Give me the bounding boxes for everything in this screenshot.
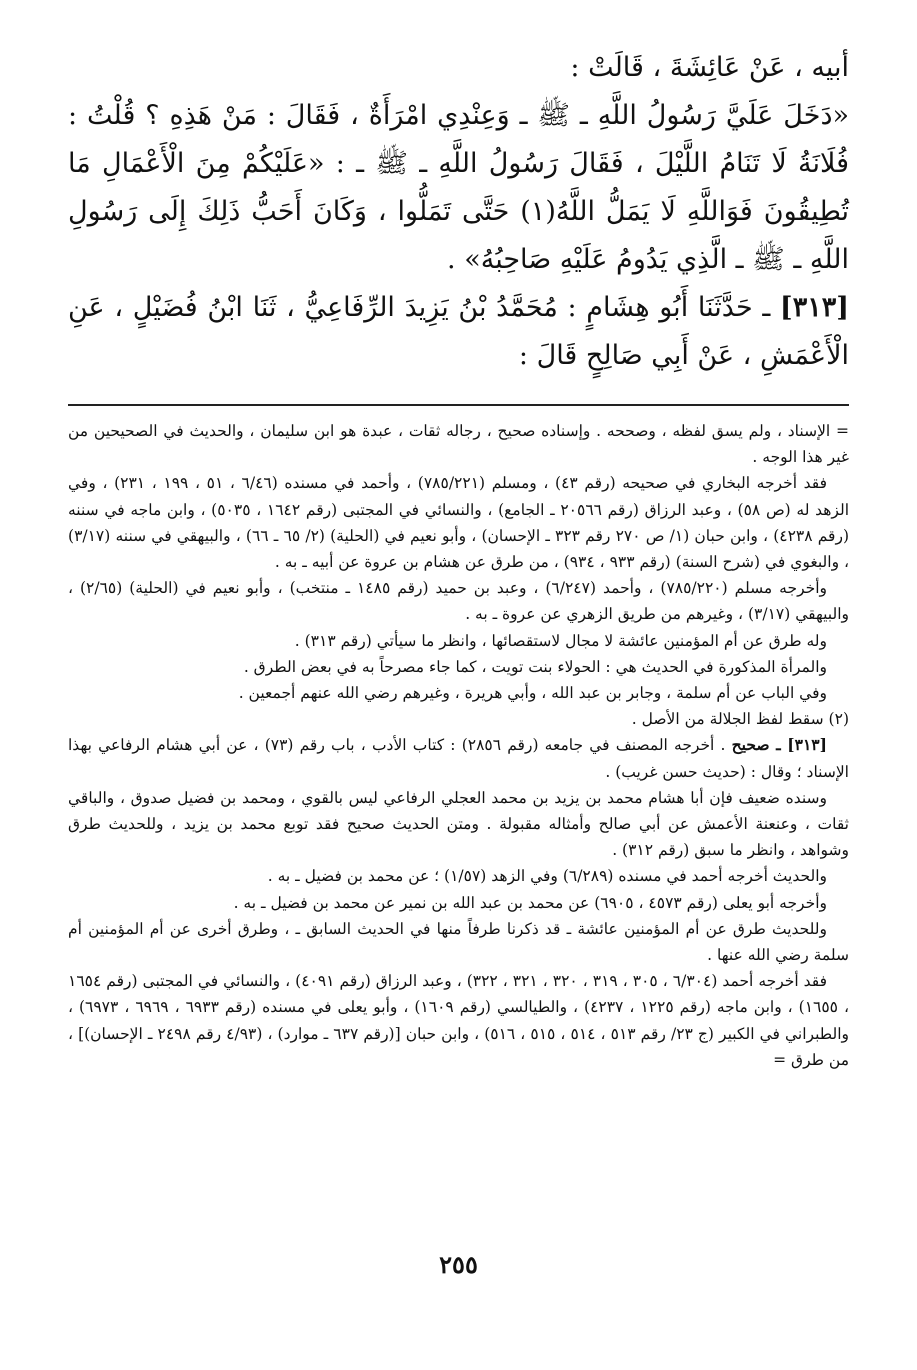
note-paragraph: فقد أخرجه البخاري في صحيحه (رقم ٤٣) ، ومسلم (٧٨٥/٢٢١) ، وأحمد في مسنده (٦/٤٦ ، ٥١ ، ١٩٩ ، ٢٣١) ، وفي الزهد له (ص ٥٨) ، وعبد الرزاق (رقم ٢٠٥٦٦ ـ الجامع) ، والنسائي في المجتبى (رقم ١٦٤٢ ، ٥٠٣٥) ، وابن ماجه في سننه (رقم ٤٢٣٨) ، وابن حبان (١/ ص ٢٧٠ رقم ٣٢٣ ـ الإحسان) ، وأبو نعيم في (الحلية) (٢/ ٦٥ ـ ٦٦) ، والبيهقي في سننه (٣/١٧) ، والبغوي في (شرح السنة) (رقم ٩٣٣ ، ٩٣٤) ، من طرق عن هشام بن عروة عن أبيه ـ به . <box>68 474 849 572</box>
footnote-separator <box>68 404 849 406</box>
page-number: ٢٥٥ <box>439 1250 478 1279</box>
note-313-number: [٣١٣] ـ صحيح <box>731 735 827 755</box>
hadith-313-paragraph <box>68 284 849 380</box>
main-line-1: أبيه ، عَنْ عَائِشَةَ ، قَالَتْ : <box>570 52 849 83</box>
hadith-313-number: [٣١٣] <box>779 292 849 323</box>
note-paragraph: والمرأة المذكورة في الحديث هي : الحولاء بنت تويت ، كما جاء مصرحاً به في بعض الطرق . <box>243 657 827 676</box>
note-313-header <box>68 732 849 784</box>
main-text <box>68 44 849 380</box>
note-paragraph: وله طرق عن أم المؤمنين عائشة لا مجال لاستقصائها ، وانظر ما سيأتي (رقم ٣١٣) . <box>294 631 827 650</box>
note-continuation: = الإسناد ، ولم يسق لفظه ، وصححه . وإسناده صحيح ، رجاله ثقات ، عبدة هو ابن سليمان ، والحديث في الصحيحين من غير هذا الوجه . <box>68 422 849 467</box>
note-paragraph: وسنده ضعيف فإن أبا هشام محمد بن يزيد بن محمد العجلي الرفاعي ليس بالقوي ، ومحمد بن فضيل صدوق ، والباقي ثقات ، وعنعنة الأعمش عن أبي صالح وأمثاله مقبولة . ومتن الحديث صحيح فقد توبع محمد بن يزيد ، وللحديث طرق وشواهد ، وانظر ما سبق (رقم ٣١٢) . <box>68 788 849 860</box>
note-paragraph: وفي الباب عن أم سلمة ، وجابر بن عبد الله ، وأبي هريرة ، وغيرهم رضي الله عنهم أجمعين . <box>238 684 827 703</box>
note-paragraph: وللحديث طرق عن أم المؤمنين عائشة ـ قد ذكرنا طرفاً منها في الحديث السابق ـ ، وطرق أخرى عن أم المؤمنين أم سلمة رضي الله عنها . <box>68 919 849 965</box>
note-paragraph: وأخرجه مسلم (٧٨٥/٢٢٠) ، وأحمد (٦/٢٤٧) ، وعبد بن حميد (رقم ١٤٨٥ ـ منتخب) ، وأبو نعيم في (الحلية) (٢/٦٥) ، والبيهقي (٣/١٧) ، وغيرهم من طريق الزهري عن عروة ـ به . <box>68 579 849 624</box>
footnote-2: (٢) سقط لفظ الجلالة من الأصل . <box>631 710 849 729</box>
note-paragraph: فقد أخرجه أحمد (٦/٣٠٤ ، ٣٠٥ ، ٣١٩ ، ٣٢٠ ، ٣٢١ ، ٣٢٢) ، وعبد الرزاق (رقم ٤٠٩١) ، والنسائي في المجتبى (رقم ١٦٥٤ ، ١٦٥٥) ، وابن ماجه (رقم ١٢٢٥ ، ٤٢٣٧) ، والطيالسي (رقم ١٦٠٩) ، وأبو يعلى في مسنده (رقم ٦٩٣٣ ، ٦٩٦٩ ، ٦٩٧٣) ، والطبراني في الكبير (ج ٢٣/ رقم ٥١٣ ، ٥١٤ ، ٥١٥ ، ٥١٦) ، وابن حبان [(رقم ٦٣٧ ـ موارد) ، (٤/٩٣ رقم ٢٤٩٨ ـ الإحسان)] ، من طرق = <box>68 972 849 1069</box>
note-313-text: . أخرجه المصنف في جامعه (رقم ٢٨٥٦) : كتاب الأدب ، باب رقم (٧٣) ، عن أبي هشام الرفاعي بهذا الإسناد ؛ وقال : (حديث حسن غريب) . <box>68 736 849 781</box>
note-paragraph: والحديث أخرجه أحمد في مسنده (٦/٢٨٩) وفي الزهد (١/٥٧) ؛ عن محمد بن فضيل ـ به . <box>267 867 827 886</box>
hadith-313-text: ـ حَدَّثَنَا أَبُو هِشَامٍ : مُحَمَّدُ بْنُ يَزِيدَ الرِّفَاعِيُّ ، ثَنَا ابْنُ فُضَيْلٍ ، عَنِ الْأَعْمَشِ ، عَنْ أَبِي صَالِحٍ قَالَ : <box>68 292 849 371</box>
hadith-312-text: «دَخَلَ عَلَيَّ رَسُولُ اللَّهِ ـ ﷺ ـ وَعِنْدِي امْرَأَةٌ ، فَقَالَ : مَنْ هَذِهِ ؟ قُلْتُ : فُلَانَةُ لَا تَنَامُ اللَّيْلَ ، فَقَالَ رَسُولُ اللَّهِ ـ ﷺ ـ : «عَلَيْكُمْ مِنَ الْأَعْمَالِ مَا تُطِيقُونَ فَوَاللَّهِ لَا يَمَلُّ اللَّهُ(١) حَتَّى تَمَلُّوا ، وَكَانَ أَحَبُّ ذَلِكَ إِلَى رَسُولِ اللَّهِ ـ ﷺ ـ الَّذِي يَدُومُ عَلَيْهِ صَاحِبُهُ» . <box>68 100 849 275</box>
note-paragraph: وأخرجه أبو يعلى (رقم ٤٥٧٣ ، ٦٩٠٥) عن محمد بن عبد الله بن نمير عن محمد بن فضيل ـ به . <box>233 893 827 912</box>
footnotes <box>68 418 849 1073</box>
